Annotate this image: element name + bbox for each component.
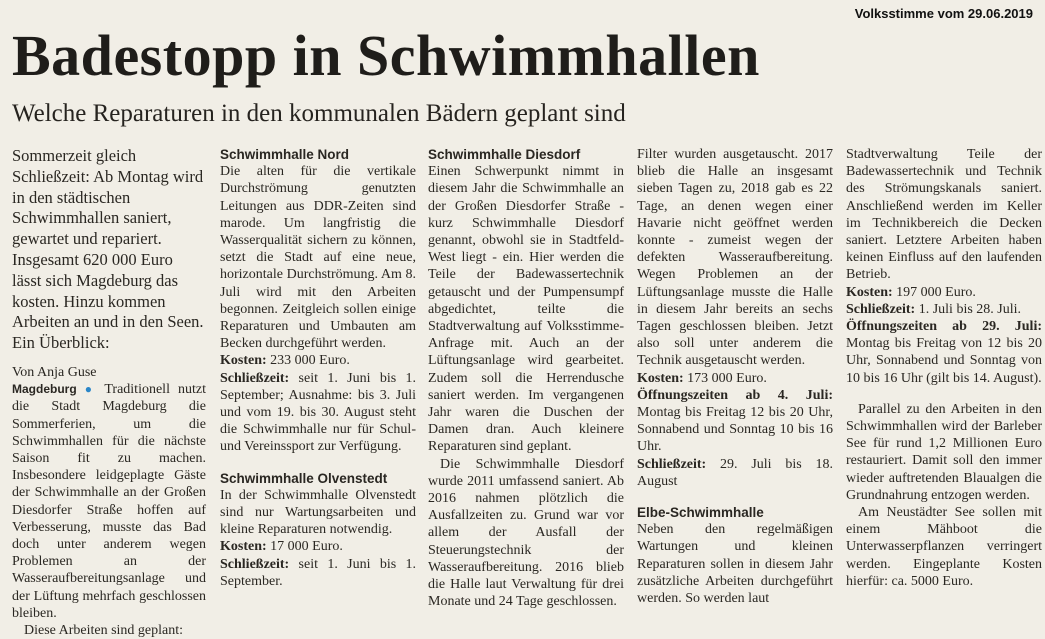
cost-label: Kosten: — [637, 370, 684, 386]
dateline-city: Magdeburg — [12, 382, 77, 397]
cost-value: 173 000 Euro. — [683, 370, 767, 386]
cost-label: Kosten: — [220, 539, 267, 555]
cost-label: Kosten: — [220, 353, 267, 369]
opening-hours-label: Öffnungszeiten ab 29. Juli: — [846, 319, 1042, 335]
opening-hours-line — [846, 318, 1042, 387]
cost-value: 197 000 Euro. — [892, 284, 976, 300]
cost-line — [637, 370, 833, 387]
closure-line — [637, 456, 833, 490]
body-paragraph: Die alten für die vertikale Durchströmung genutzten Leitungen aus DDR-Zeiten sind marode. Um langfristig die Wasserqualität sichern zu können, setzt die Stadt auf eine neue, horizontale Durchströmung. Am 8. Juli wird mit den Arbeiten begonnen. Zeitgleich sollen einige Reparaturen und Umbauten am Becken durchgeführt werden. — [220, 164, 416, 352]
opening-hours-value: Montag bis Freitag von 12 bis 20 Uhr, Sonnabend und Sonntag von 10 bis 16 Uhr (gilt bis 14. August). — [846, 336, 1042, 386]
column-1 — [12, 146, 206, 639]
source-label: Volksstimme vom 29.06.2019 — [854, 6, 1033, 21]
body-paragraph: Diese Arbeiten sind geplant: — [24, 623, 184, 639]
body-paragraph: Neben den regelmäßigen Wartungen und kleinen Reparaturen sollen in diesem Jahr zusätzliche Arbeiten durchgeführt werden. So werden laut — [637, 522, 833, 607]
body-paragraph: In der Schwimmhalle Olvenstedt sind nur Wartungsarbeiten und kleine Reparaturen notwendig. — [220, 487, 416, 538]
closure-value: 29. Juli bis 18. August — [637, 456, 833, 489]
subheadline: Welche Reparaturen in den kommunalen Bädern geplant sind — [12, 100, 626, 127]
column-2 — [220, 146, 416, 590]
closure-line — [846, 301, 1042, 318]
author-byline: Von Anja Guse — [12, 364, 97, 380]
cost-line — [846, 284, 1042, 301]
opening-hours-value: Montag bis Freitag 12 bis 20 Uhr, Sonnabend und Sonntag 10 bis 16 Uhr. — [637, 405, 833, 455]
cost-label: Kosten: — [846, 284, 893, 300]
section-heading: Schwimmhalle Nord — [220, 147, 350, 162]
closure-label: Schließzeit: — [220, 370, 290, 386]
paragraph-text: Traditionell nutzt die Stadt Magdeburg die Sommerferien, um die Schwimmhallen für die nächste Saison fit zu machen. Insbesondere leidgeplagte Gäste der Schwimmhalle an der Großen Diesdorfer Straße hoffen auf Verbesserung, musste das Bad doch unter anderem wegen Problemen an der Wasseraufbereitungsanlage und der Lüftung mehrfach geschlossen bleiben. — [12, 382, 207, 621]
column-3 — [428, 146, 624, 610]
body-paragraph: Parallel zu den Arbeiten in den Schwimmhallen wird der Barleber See für rund 1,2 Millionen Euro restauriert. Damit soll den immer wieder auftretenden Blaualgen die Grundnahrung entzogen werden. — [846, 401, 1042, 503]
body-paragraph: Die Schwimmhalle Diesdorf wurde 2011 umfassend saniert. Ab 2016 nahmen plötzlich die Ausfallzeiten zu. Grund war vor allem der Ausfall der Steuerungstechnik der Wasseraufbereitung. 2016 blieb die Halle laut Verwaltung für drei Monate und 24 Tage geschlossen. — [428, 456, 624, 610]
dateline-dot-icon: ● — [84, 382, 97, 397]
section-heading: Schwimmhalle Diesdorf — [428, 147, 581, 162]
closure-value: seit 1. Juni bis 1. September. — [220, 556, 416, 589]
body-paragraph: Am Neustädter See sollen mit einem Mähboot die Unterwasserpflanzen verringert werden. Eingeplante Kosten hierfür: ca. 5000 Euro. — [846, 505, 1042, 589]
section-heading: Elbe-Schwimmhalle — [637, 505, 764, 521]
closure-label: Schließzeit: — [220, 556, 290, 572]
opening-hours-label: Öffnungszeiten ab 4. Juli: — [637, 387, 833, 403]
cost-value: 17 000 Euro. — [266, 539, 343, 555]
headline: Badestopp in Schwimmhallen — [12, 23, 760, 88]
cost-line — [220, 352, 416, 369]
body-paragraph: Stadtverwaltung Teile der Badewassertechnik und Technik des Strömungskanals saniert. Anschließend werden im Keller im Technikbereich die Decken saniert. Letztere Arbeiten haben keinen Einfluss auf den laufenden Betrieb. — [846, 147, 1042, 283]
closure-value: seit 1. Juni bis 1. September; Ausnahme: bis 3. Juli und vom 19. bis 30. August steht die Schwimmhalle nur für Schul- und Vereinssport zur Verfügung. — [220, 370, 416, 455]
column-5 — [846, 146, 1042, 590]
column-4 — [637, 146, 833, 607]
closure-line — [220, 370, 416, 456]
body-paragraph: Einen Schwerpunkt nimmt in diesem Jahr die Schwimmhalle an der Großen Diesdorfer Straße - kurz Schwimmhalle Diesdorf genannt, obwohl sie in Stadtfeld-West liegt - ein. Hier werden die Teile der Badewassertechnik getauscht und der Pumpensumpf abgedichtet, teilte die Stadtverwaltung auf Volksstimme-Anfrage mit. Auch an der Lüftungsanlage wird gearbeitet. Zudem soll die Herrendusche saniert werden. Im vergangenen Jahr waren die Duschen der Damen dran. Auch kleinere Reparaturen sind geplant. — [428, 164, 624, 455]
section-heading: Schwimmhalle Olvenstedt — [220, 470, 388, 486]
cost-line — [220, 538, 416, 555]
opening-hours-line — [637, 387, 833, 456]
closure-value: 1. Juli bis 28. Juli. — [915, 301, 1022, 317]
closure-label: Schließzeit: — [846, 301, 916, 317]
closure-line — [220, 556, 416, 590]
closure-label: Schließzeit: — [637, 456, 707, 472]
cost-value: 233 000 Euro. — [266, 353, 350, 369]
body-paragraph: Filter wurden ausgetauscht. 2017 blieb die Halle an insgesamt sieben Tagen zu, 2018 gab es 22 Tage, an denen wegen einer Havarie nicht geöffnet werden konnte - zumeist wegen der defekten Wasseraufbereitung. Wegen Problemen an der Lüftungsanlage musste die Halle in diesem Jahr bereits an sechs Tagen geschlossen bleiben. Jetzt also soll unter anderem die Technik ausgetauscht werden. — [637, 147, 833, 369]
lead-paragraph: Sommerzeit gleich Schließzeit: Ab Montag wird in den städtischen Schwimmhallen saniert, gewartet und repariert. Insgesamt 620 000 Euro lässt sich Magdeburg das kosten. Hinzu kommen Arbeiten an und in den Seen. Ein Überblick: — [12, 146, 204, 353]
body-paragraph — [12, 381, 206, 622]
